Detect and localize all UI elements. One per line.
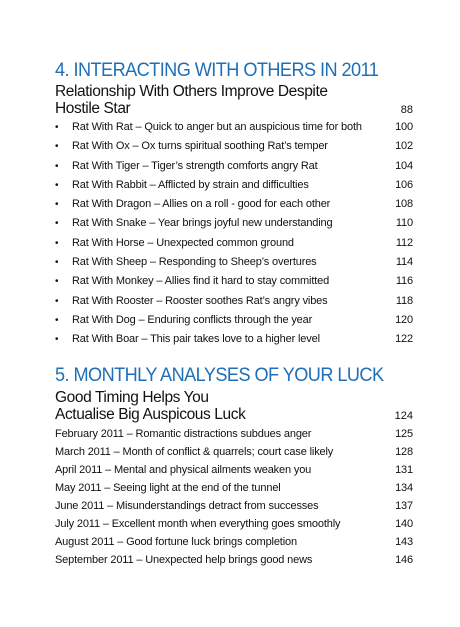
list-item	[55, 333, 413, 352]
bullet-icon: •	[55, 237, 59, 249]
list-item-text: Rat With Rabbit – Afflicted by strain and difficulties	[72, 178, 309, 191]
list-item	[55, 314, 413, 333]
list-item-page: 131	[395, 463, 413, 476]
bullet-icon: •	[55, 276, 59, 288]
list-item-text: May 2011 – Seeing light at the end of the tunnel	[55, 481, 281, 494]
list-item-text: Rat With Tiger – Tiger’s strength comforts angry Rat	[72, 159, 318, 172]
section-5-subtitle-row	[55, 406, 413, 423]
bullet-icon: •	[55, 160, 59, 172]
list-item-page: 140	[395, 517, 413, 530]
list-item-page: 134	[395, 481, 413, 494]
section-5-subtitle-line2: Actualise Big Auspicous Luck	[55, 405, 246, 423]
list-item	[55, 160, 413, 179]
list-item	[55, 198, 413, 217]
list-item-text: Rat With Snake – Year brings joyful new understanding	[72, 217, 333, 230]
list-item-page: 110	[395, 217, 413, 230]
list-item-text: Rat With Horse – Unexpected common ground	[72, 236, 294, 249]
bullet-icon: •	[55, 314, 59, 326]
list-item-page: 106	[395, 178, 413, 191]
list-item-text: Rat With Rooster – Rooster soothes Rat’s angry vibes	[72, 294, 328, 307]
list-item-page: 118	[395, 294, 413, 307]
bullet-icon: •	[55, 122, 59, 133]
list-item-text: July 2011 – Excellent month when everything goes smoothly	[55, 517, 341, 530]
bullet-icon: •	[55, 141, 59, 153]
list-item-page: 128	[395, 445, 413, 458]
section-5-list	[55, 428, 413, 572]
bullet-icon: •	[55, 199, 59, 211]
list-item-page: 104	[395, 159, 413, 172]
bullet-icon: •	[55, 179, 59, 191]
list-item-text: August 2011 – Good fortune luck brings completion	[55, 535, 297, 548]
list-item	[55, 518, 413, 536]
section-4-list	[55, 121, 413, 353]
list-item-page: 146	[395, 553, 413, 566]
list-item-text: Rat With Rat – Quick to anger but an auspicious time for both	[72, 121, 362, 133]
list-item-page: 137	[395, 499, 413, 512]
list-item-text: September 2011 – Unexpected help brings good news	[55, 553, 313, 566]
section-4-title: 4. INTERACTING WITH OTHERS IN 2011	[55, 59, 379, 81]
list-item-text: February 2011 – Romantic distractions subdues anger	[55, 427, 312, 440]
list-item-page: 143	[395, 535, 413, 548]
list-item	[55, 295, 413, 314]
list-item-text: Rat With Boar – This pair takes love to a higher level	[72, 333, 320, 346]
list-item-text: April 2011 – Mental and physical ailments weaken you	[55, 463, 312, 476]
list-item	[55, 140, 413, 159]
list-item-text: March 2011 – Month of conflict & quarrels; court case likely	[55, 445, 334, 458]
section-4-subtitle-line1: Relationship With Others Improve Despite	[55, 83, 328, 100]
section-4-subtitle-line2: Hostile Star	[55, 100, 131, 117]
list-item	[55, 275, 413, 294]
table-of-contents	[55, 60, 413, 572]
list-item	[55, 500, 413, 518]
list-item	[55, 179, 413, 198]
bullet-icon: •	[55, 257, 59, 269]
section-5-title: 5. MONTHLY ANALYSES OF YOUR LUCK	[55, 363, 384, 386]
list-item	[55, 464, 413, 482]
list-item	[55, 482, 413, 500]
list-item	[55, 237, 413, 256]
list-item	[55, 446, 413, 464]
list-item-page: 120	[395, 313, 413, 326]
list-item-page: 116	[395, 275, 413, 288]
list-item-text: Rat With Ox – Ox turns spiritual soothing Rat’s temper	[72, 140, 328, 153]
list-item-text: June 2011 – Misunderstandings detract from successes	[55, 499, 319, 512]
list-item	[55, 217, 413, 236]
list-item	[55, 536, 413, 554]
bullet-icon: •	[55, 334, 59, 346]
bullet-icon: •	[55, 218, 59, 230]
list-item-page: 112	[395, 236, 413, 249]
list-item-text: Rat With Dog – Enduring conflicts through the year	[72, 313, 313, 326]
section-5-subtitle-line1: Good Timing Helps You	[55, 388, 209, 406]
list-item-page: 125	[395, 427, 413, 440]
list-item-page: 100	[395, 121, 413, 133]
list-item	[55, 256, 413, 275]
list-item-text: Rat With Dragon – Allies on a roll - good for each other	[72, 198, 331, 211]
list-item	[55, 428, 413, 446]
section-4-subtitle-page: 88	[400, 104, 413, 116]
section-4-subtitle-row	[55, 100, 413, 117]
list-item	[55, 121, 413, 140]
list-item	[55, 554, 413, 572]
list-item-page: 114	[395, 256, 413, 269]
list-item-page: 102	[395, 140, 413, 153]
list-item-page: 108	[395, 198, 413, 211]
list-item-text: Rat With Monkey – Allies find it hard to stay committed	[72, 275, 330, 288]
bullet-icon: •	[55, 295, 59, 307]
section-5-subtitle-page: 124	[394, 409, 413, 422]
list-item-text: Rat With Sheep – Responding to Sheep’s overtures	[72, 256, 317, 269]
list-item-page: 122	[395, 333, 413, 346]
